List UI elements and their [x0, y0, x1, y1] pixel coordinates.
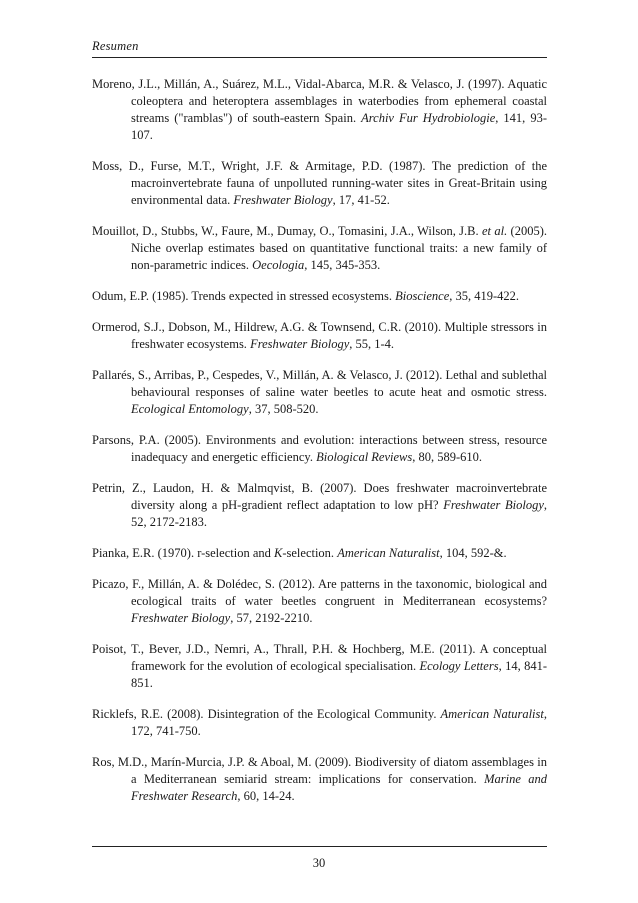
reference-odum-1985: Odum, E.P. (1985). Trends expected in stressed ecosystems. Bioscience, 35, 419-422.: [92, 289, 520, 303]
journal-name: Freshwater Biology: [233, 193, 333, 207]
journal-name: Ecological Entomology: [131, 402, 249, 416]
header-divider: [92, 57, 547, 58]
reference-ormerod-2010: Ormerod, S.J., Dobson, M., Hildrew, A.G. & Townsend, C.R. (2010). Multiple stressors in freshwater ecosystems. Freshwater Biology, 55, 1-4.: [92, 320, 547, 351]
journal-name: Bioscience: [395, 289, 450, 303]
running-header: Resumen: [92, 39, 139, 53]
journal-name: Biological Reviews: [316, 450, 413, 464]
reference-pallares-2012: Pallarés, S., Arribas, P., Cespedes, V., Millán, A. & Velasco, J. (2012). Lethal and sublethal behavioural responses of saline water beetles to acute heat and osmotic stress. Ecological Entomology, 37, 508-520.: [92, 368, 547, 416]
reference-ricklefs-2008: Ricklefs, R.E. (2008). Disintegration of the Ecological Community. American Naturalist, 172, 741-750.: [92, 707, 547, 738]
journal-name: Freshwater Biology: [443, 498, 544, 512]
journal-name: American Naturalist: [440, 707, 544, 721]
journal-name: American Naturalist: [337, 546, 440, 560]
reference-poisot-2011: Poisot, T., Bever, J.D., Nemri, A., Thrall, P.H. & Hochberg, M.E. (2011). A conceptual framework for the evolution of ecological specialisation. Ecology Letters, 14, 841-851.: [92, 642, 547, 690]
journal-name: Oecologia: [252, 258, 305, 272]
reference-ros-2009: Ros, M.D., Marín-Murcia, J.P. & Aboal, M. (2009). Biodiversity of diatom assemblages in a Mediterranean semiarid stream: implications for conservation. Marine and Freshwater Research, 60, 14-24.: [92, 755, 547, 803]
journal-name: Archiv Fur Hydrobiologie: [361, 111, 496, 125]
reference-mouillot-2005: Mouillot, D., Stubbs, W., Faure, M., Dumay, O., Tomasini, J.A., Wilson, J.B. et al. (2005). Niche overlap estimates based on quantitative functional traits: a new family of non-parametric indices. Oecologia, 145, 345-353.: [92, 224, 548, 272]
reference-picazo-2012: Picazo, F., Millán, A. & Dolédec, S. (2012). Are patterns in the taxonomic, biological and ecological traits of water beetles congruent in Mediterranean ecosystems? Freshwater Biology, 57, 2192-2210.: [92, 577, 547, 625]
reference-moreno-1997: Moreno, J.L., Millán, A., Suárez, M.L., Vidal-Abarca, M.R. & Velasco, J. (1997). Aquatic coleoptera and heteroptera assemblages in waterbodies from ephemeral coastal streams ("ramblas") of south-eastern Spain. Archiv Fur Hydrobiologie, 141, 93-107.: [92, 77, 547, 142]
journal-name: Freshwater Biology: [131, 611, 231, 625]
journal-name: Marine and Freshwater Research: [131, 772, 547, 803]
journal-name: Freshwater Biology: [250, 337, 350, 351]
reference-moss-1987: Moss, D., Furse, M.T., Wright, J.F. & Armitage, P.D. (1987). The prediction of the macroinvertebrate fauna of unpolluted running-water sites in Great-Britain using environmental data. Freshwater Biology, 17, 41-52.: [92, 159, 547, 207]
journal-name: Ecology Letters: [419, 659, 499, 673]
page-number: 30: [312, 856, 326, 870]
reference-parsons-2005: Parsons, P.A. (2005). Environments and evolution: interactions between stress, resource inadequacy and energetic efficiency. Biological Reviews, 80, 589-610.: [92, 433, 547, 464]
reference-list: [92, 76, 547, 819]
reference-pianka-1970: Pianka, E.R. (1970). r-selection and K-selection. American Naturalist, 104, 592-&.: [92, 546, 507, 560]
et-al: et al.: [481, 224, 508, 238]
k-letter: K: [274, 546, 283, 560]
footer-divider: [92, 846, 547, 847]
reference-petrin-2007: Petrin, Z., Laudon, H. & Malmqvist, B. (2007). Does freshwater macroinvertebrate diversity along a pH-gradient reflect adaptation to low pH? Freshwater Biology, 52, 2172-2183.: [92, 481, 548, 529]
